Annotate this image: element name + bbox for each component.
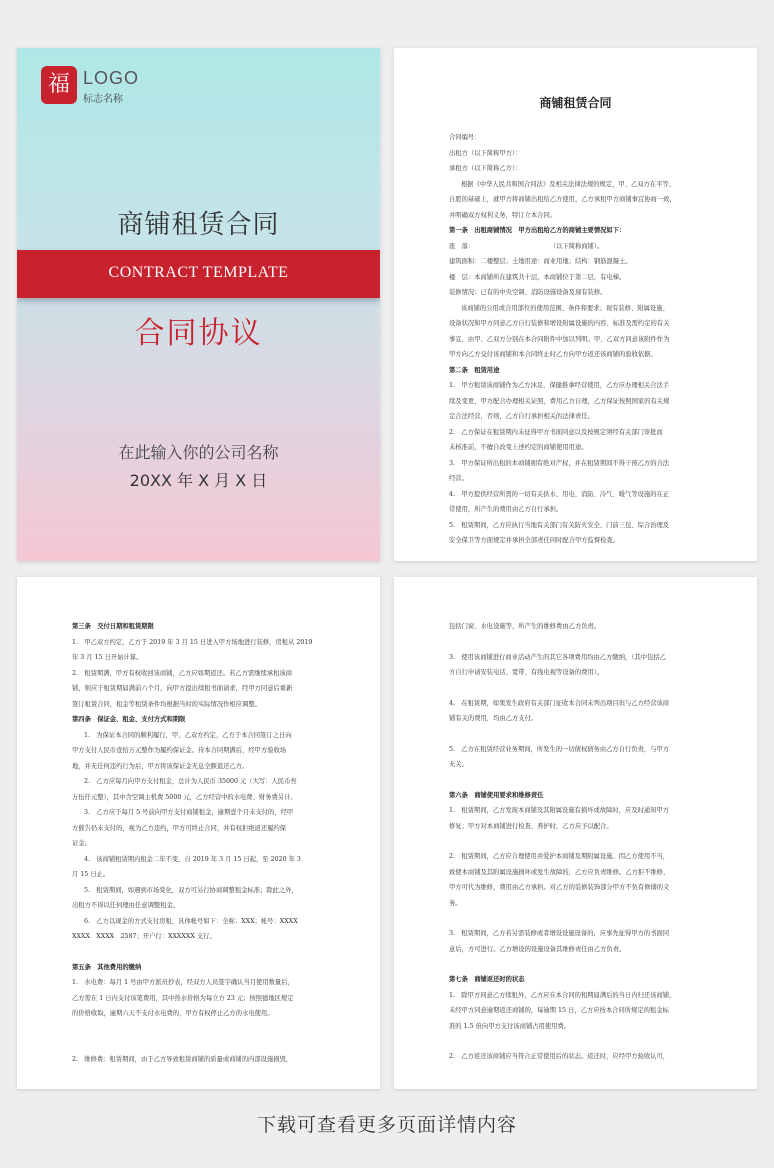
text-line	[449, 1034, 717, 1049]
text-line: 自愿的基础上，就甲方将商铺出租给乙方使用，乙方承租甲方商铺事宜协商一致，	[449, 196, 676, 203]
text-line: 未经甲方同意逾期返还商铺的，每逾期 15 日，乙方应按本合同所规定的租金标	[449, 1007, 669, 1014]
logo-subtitle: 标志名称	[83, 94, 123, 105]
text-line: 甲方向乙方交付该商铺和本合同终止时乙方向甲方返还该商铺的验收依据。	[449, 351, 657, 358]
text-line: 1. 为保证本合同的顺利履行，甲、乙双方约定，乙方于本合同签订之日向	[84, 731, 292, 739]
company-name: 在此输入你的公司名称	[118, 443, 279, 462]
text-line	[72, 945, 340, 960]
text-line: 万伍仟元整），其中含空调主机费 5000 元，乙方经营中的水电费、财务费另计。	[72, 793, 297, 801]
text-line: 准的 1.5 倍向甲方支付该商铺占用使用费。	[449, 1022, 571, 1030]
text-line: 修复；甲方对本商铺进行检查、养护时，乙方应予以配合。	[449, 822, 613, 830]
text-line: 第一条 出租商铺情况 甲方出租给乙方的商铺主要情况如下：	[449, 227, 626, 234]
text-line: 承租方（以下简称乙方）：	[449, 165, 522, 172]
text-line: 5. 租赁期间，乙方应执行当地有关部门有关防火安全、门前三包、综合治理及	[449, 521, 670, 529]
title-band	[17, 250, 380, 298]
text-line: 3. 租赁期间，乙方若另需装修或者增设设施设备的，应事先征得甲方的书面同	[449, 930, 670, 937]
text-line: 方催告仍未支付的，视为乙方违约，甲方可终止合同，并有权拒绝返还履约保	[72, 824, 287, 832]
text-line: 2. 乙方保证在租赁期内未征得甲方书面同意以及按规定须经有关部门审批而	[449, 428, 663, 436]
text-line: 3. 使用该商铺进行商业活动产生的其它各项费用均由乙方缴纳，（其中包括乙	[449, 653, 666, 661]
text-line: 根据《中华人民共和国合同法》及相关法律法规的规定，甲、乙双方在平等、	[461, 180, 676, 188]
text-line: 4. 该商铺租赁期内租金二年不变，自 2019 年 3 月 15 日起，至 2020 年 3	[84, 855, 301, 863]
text-line	[72, 1022, 340, 1037]
text-line: 3. 甲方保证所出租的本商铺拥有绝对产权，并在租赁期间不得干预乙方的合法	[449, 459, 670, 467]
cover-page[interactable]	[17, 48, 380, 561]
contract-text-1	[449, 130, 717, 549]
cover-date: 20XX 年 X 月 X 日	[129, 471, 268, 490]
text-line: 的价格收取，逾期六天不支付水电费的，甲方有权停止乙方的水电使用。	[72, 1010, 274, 1017]
text-line	[449, 834, 717, 849]
text-line: 1. 甲乙双方约定，乙方于 2019 年 3 月 15 日进入甲方场地进行装修，房租从 2019	[72, 638, 313, 646]
text-line: 签订租赁合同，租金等租赁条件均根据当时的实际情况作相应调整。	[72, 700, 261, 708]
text-line: 建筑面积：二楼整层；土地用途：商业用地；结构：钢筋混凝土。	[449, 258, 632, 265]
text-line: 4. 在租赁期，如果发生政府有关部门征收本合同未列出项目但与乙方经营该商	[449, 699, 670, 707]
text-line	[449, 635, 717, 650]
text-line: 合同编号：	[449, 134, 481, 141]
text-line: 意后，方可进行。乙方增设的设施设备其维修责任由乙方负责。	[449, 945, 626, 953]
text-line: 2. 租赁期满，甲方有权收回该商铺，乙方应如期返还。若乙方需继续承租该商	[72, 669, 293, 677]
logo-text: LOGO	[83, 68, 140, 88]
text-line: 2. 租赁期间，乙方应合理使用并爱护本商铺及期附属设施。因乙方使用不当，	[449, 853, 670, 860]
contract-page-3[interactable]	[394, 577, 757, 1089]
text-line: 装修情况：已有的中央空调、消防设施设备及现有装修。	[449, 289, 607, 296]
text-line: 务。	[449, 899, 462, 907]
text-line	[449, 957, 717, 972]
text-line: 乙方需在 1 日内支付该笔费用，其中热水价格为每立方 23 元；按照德地区规定	[72, 994, 294, 1002]
text-line: 第六条 商铺使用要求和维修责任	[449, 791, 544, 799]
contract-page-1[interactable]	[394, 48, 757, 561]
text-line: 铺有关的费用，均由乙方支付。	[449, 715, 538, 722]
text-line: 第七条 商铺返还时的状态	[449, 976, 525, 983]
text-line: 第五条 其他费用的缴纳	[72, 963, 142, 971]
text-line: 并明确双方权利义务，特订立本合同。	[449, 211, 557, 219]
text-line: 第四条 保证金、租金、支付方式和期限	[72, 716, 186, 723]
text-line: 安全保卫等方面规定并承担全部责任同时配合甲方监督检查。	[449, 537, 620, 544]
text-line: 该商铺的公用或合用部位的使用范围、条件和要求；现有装修、附属设施、	[461, 304, 669, 312]
text-line	[449, 681, 717, 696]
text-line: 设备状况和甲方同意乙方自行装修和增设附属设施的内容、标准及需约定的有关	[449, 320, 670, 327]
text-line: 第三条 交付日期和租赁期限	[72, 623, 154, 630]
contract-title: 商铺租赁合同	[539, 96, 612, 110]
text-line: 出租方不得以任何理由任意调整租金。	[72, 902, 180, 909]
text-line: 5. 乙方在租赁经营业务期间，所发生的一切债权债务由乙方自行负责，与甲方	[449, 745, 670, 753]
cover-subtitle: 合同协议	[134, 316, 263, 351]
text-line: 包括门窗、水电设施等，所产生的维修费由乙方负责。	[449, 623, 601, 630]
text-line: 未核准前，不擅自改变上述约定的商铺使用用途。	[449, 444, 588, 451]
contract-text-2	[72, 619, 340, 1067]
text-line	[449, 773, 717, 788]
text-line: 2. 乙方返还该商铺应当符合正常使用后的状态。返还时，应经甲方验收认可，	[449, 1053, 670, 1060]
text-line: 年 3 月 15 日开始计算。	[72, 654, 143, 661]
text-line: 2. 乙方应每月向甲方支付租金，总计为人民币 35000 元（大写：人民币叁	[84, 778, 297, 785]
logo-icon: 福	[41, 66, 77, 104]
text-line: 3. 乙方应于每月 5 号前向甲方支付商铺租金，逾期壹个月未支付的，经甲	[84, 809, 294, 816]
contract-page-2[interactable]	[17, 577, 380, 1089]
text-line	[449, 727, 717, 742]
text-line	[449, 911, 717, 926]
text-line: 经营。	[449, 475, 468, 482]
text-line: 1. 租赁期间，乙方发现本商铺及其附属设施有损坏或故障时，应及时通知甲方	[449, 807, 670, 814]
text-line: 1. 甲方租赁该商铺作为乙方沐足、保健推拿经营使用，乙方应办理相关合法手	[449, 382, 670, 389]
download-hint: 下载可查看更多页面详情内容	[256, 1114, 517, 1136]
text-line: 4. 甲方提供经营所需的一切有关供水、用电、消防、冷气、暖气等设施的在正	[449, 490, 670, 498]
text-line: 事宜，由甲、乙双方分别在本合同附件中加以列明。甲、乙双方同意该附件作为	[449, 335, 670, 343]
text-line: 2. 维修费：租赁期间，由于乙方导致租赁商铺的质量或商铺的内部设施损毁，	[72, 1055, 293, 1063]
text-line: 1. 除甲方同意乙方续租外，乙方应在本合同的租期届满后的当日内归还该商铺，	[449, 991, 676, 999]
text-line	[72, 1037, 340, 1052]
text-line: 月 15 日止。	[72, 871, 110, 878]
text-line: 座 落： （以下简称商铺）。	[449, 242, 604, 250]
text-line: 定合法经营，否则，乙方自行承担相关的法律责任。	[449, 413, 594, 420]
text-line: 铺，则应于租赁期届满前六个月，向甲方提出续租书面请求，经甲方同意后重新	[72, 685, 293, 692]
text-line: 无关。	[449, 761, 468, 768]
text-line: 1. 水电费：每月 1 号由甲方派员抄表，经双方人员签字确认当月使用数量后，	[72, 979, 294, 986]
text-line: 楼 层：本商铺所在建筑共十层，本商铺位于第二层，有电梯。	[449, 273, 626, 281]
text-line: 出租方（以下简称甲方）：	[449, 149, 522, 157]
text-line: 第二条 租赁用途	[449, 366, 500, 374]
text-line: 甲方可代为维修，费用由乙方承担。对乙方的装修装饰部分甲方不负有修缮的义	[449, 884, 670, 891]
text-line: 甲方支付人民币壹拾万元整作为履约保证金。待本合同期满后，经甲方验收场	[72, 747, 287, 754]
text-line: 致使本商铺及其附属设施损坏或发生故障的，乙方应负责维修。乙方拒不维修，	[449, 868, 670, 876]
text-line: 常使用，所产生的费用由乙方自行承担。	[449, 506, 563, 513]
text-line: 方自行申请安装电话、宽带、有线电视等设备的费用）。	[449, 669, 604, 676]
band-text: CONTRACT TEMPLATE	[108, 264, 289, 281]
text-line: 6. 乙方以现金的方式支付房租，具体帐号如下：全称：XXX；帐号：XXXX	[84, 917, 298, 925]
contract-text-3	[449, 619, 717, 1065]
text-line: 证金。	[72, 840, 91, 847]
text-line: XXXX XXXX 2587；开户行：XXXXXX 支行。	[72, 933, 216, 940]
text-line: 地，并无任何违约行为后，甲方将该保证金无息全额退还乙方。	[72, 762, 249, 770]
cover-title: 商铺租赁合同	[117, 210, 280, 240]
text-line: 5. 租赁期间，如遇到市场变化，双方可另行协商调整租金标准；除此之外，	[84, 886, 298, 894]
text-line: 续及变更，甲方配合办理相关证照，费用乙方自理，乙方保证按照国家的有关规	[449, 397, 670, 405]
